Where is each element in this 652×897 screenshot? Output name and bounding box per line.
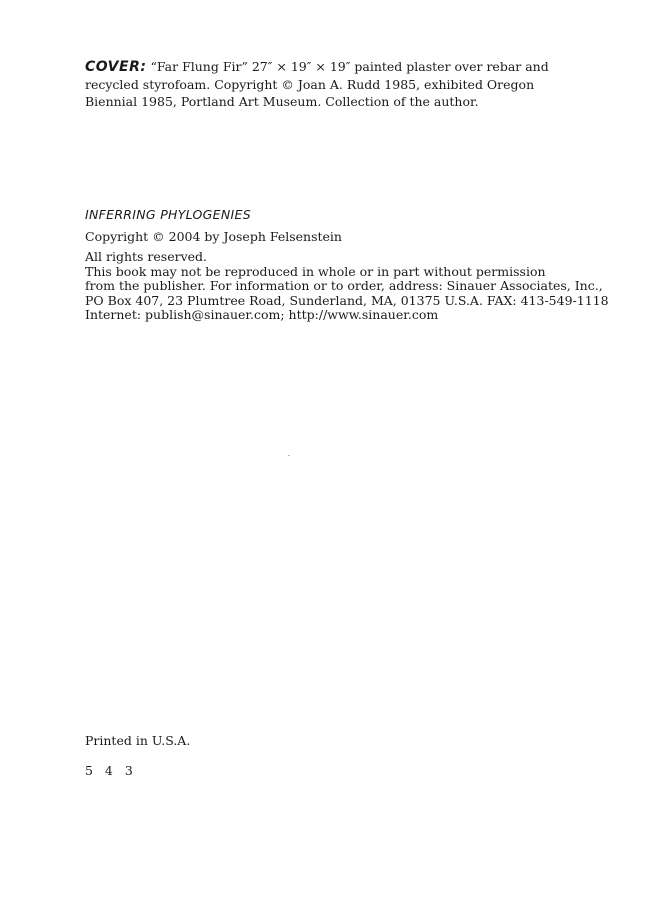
stray-mark — [288, 455, 290, 456]
book-title: INFERRING PHYLOGENIES — [85, 207, 251, 222]
cover-credit — [85, 58, 585, 110]
rights-line: PO Box 407, 23 Plumtree Road, Sunderland, MA, 01375 U.S.A. FAX: 413-549-1118 — [85, 292, 609, 308]
cover-description: “Far Flung Fir” 27″ × 19″ × 19″ painted plaster over rebar and recycled styrofoam. Copyright © Joan A. Rudd 1985, exhibited Oregon Biennial 1985, Portland Art Museum. Collection of the author. — [85, 59, 549, 109]
rights-line: Internet: publish@sinauer.com; http://www.sinauer.com — [85, 307, 439, 322]
cover-label: COVER: — [85, 59, 147, 75]
rights-line: All rights reserved. — [85, 249, 208, 264]
printing-numbers: 5 4 3 — [85, 763, 137, 778]
rights-statement — [85, 250, 609, 323]
copyright-line: Copyright © 2004 by Joseph Felsenstein — [85, 229, 342, 244]
printed-in: Printed in U.S.A. — [85, 733, 191, 748]
rights-line: This book may not be reproduced in whole or in part without permission — [85, 263, 546, 279]
rights-line: from the publisher. For information or to order, address: Sinauer Associates, Inc., — [85, 278, 603, 293]
